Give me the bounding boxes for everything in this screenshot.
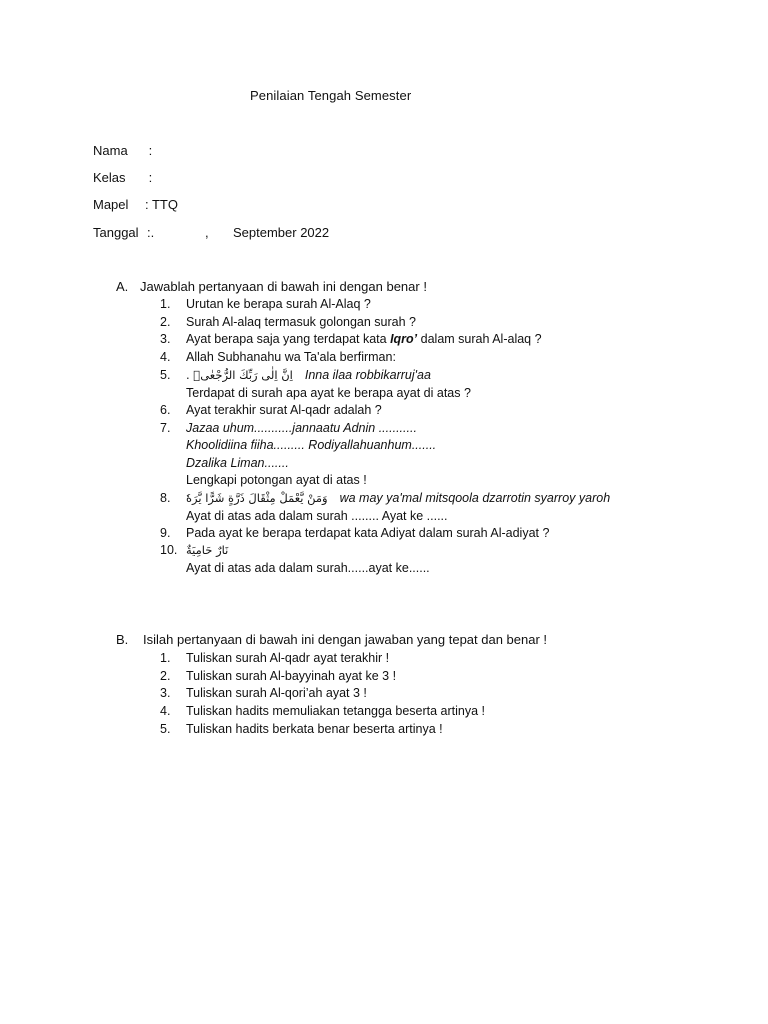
tanggal-label: Tanggal: [93, 225, 139, 240]
arabic-verse: نَارٌ حَامِيَةٌ: [186, 543, 229, 557]
question-number: 10.: [160, 543, 178, 557]
arabic-verse: وَمَنْ يَّعْمَلْ مِثْقَالَ ذَرَّةٍ شَرًّا يَّرَهٗ: [186, 491, 328, 505]
question-text: [186, 367, 431, 384]
section-b-letter: B.: [116, 632, 129, 647]
question-number: 8.: [160, 491, 171, 505]
question-text: Jazaa uhum...........jannaatu Adnin ...........: [186, 421, 417, 435]
question-number: 7.: [160, 421, 171, 435]
section-a-text: Jawablah pertanyaan di bawah ini dengan benar !: [140, 279, 427, 294]
question-text: [186, 490, 610, 507]
question-text: Surah Al-alaq termasuk golongan surah ?: [186, 315, 417, 329]
question-number: 6.: [160, 403, 171, 417]
question-a7-line4: Lengkapi potongan ayat di atas !: [186, 473, 367, 487]
section-a-letter: A.: [116, 279, 129, 294]
question-number: 4.: [160, 704, 171, 718]
tanggal-comma: ,: [205, 225, 209, 240]
question-text: Pada ayat ke berapa terdapat kata Adiyat dalam surah Al-adiyat ?: [186, 526, 550, 540]
question-number: 5.: [160, 722, 171, 736]
info-tanggal-row: [93, 225, 393, 241]
nama-label: Nama: [93, 143, 128, 158]
question-text: Tuliskan surah Al-qadr ayat terakhir !: [186, 651, 390, 665]
section-a-heading: [116, 279, 556, 295]
question-a8-continuation: Ayat di atas ada dalam surah ........ Ayat ke ......: [186, 509, 448, 523]
tanggal-colon: :.: [147, 225, 155, 240]
question-a10-continuation: Ayat di atas ada dalam surah......ayat ke......: [186, 561, 430, 575]
question-text: [186, 542, 228, 559]
question-text: Allah Subhanahu wa Ta'ala berfirman:: [186, 350, 396, 364]
question-text-pre: Ayat berapa saja yang terdapat kata: [186, 332, 391, 346]
nama-colon: :: [148, 143, 153, 158]
tanggal-month: September 2022: [233, 225, 330, 240]
question-number: 2.: [160, 315, 171, 329]
question-text: Tuliskan hadits memuliakan tetangga beserta artinya !: [186, 704, 486, 718]
question-a5-continuation: Terdapat di surah apa ayat ke berapa ayat di atas ?: [186, 386, 471, 400]
question-text: Ayat terakhir surat Al-qadr adalah ?: [186, 403, 382, 417]
page-title: Penilaian Tengah Semester: [250, 88, 412, 103]
arabic-verse: اِنَّ اِلٰى رَبِّكَ الرُّجْعٰىۗ .: [186, 368, 293, 382]
question-number: 3.: [160, 686, 171, 700]
kelas-label: Kelas: [93, 170, 126, 185]
section-b-text: Isilah pertanyaan di bawah ini dengan jawaban yang tepat dan benar !: [143, 632, 548, 647]
question-text: Tuliskan surah Al-qori’ah ayat 3 !: [186, 686, 367, 700]
mapel-label: Mapel: [93, 197, 129, 212]
question-number: 1.: [160, 297, 171, 311]
question-text: Tuliskan surah Al-bayyinah ayat ke 3 !: [186, 669, 397, 683]
question-number: 1.: [160, 651, 171, 665]
question-number: 4.: [160, 350, 171, 364]
transliteration: Inna ilaa robbikarruj'aa: [304, 368, 431, 382]
mapel-value: : TTQ: [145, 197, 178, 212]
question-a7-line2: Khoolidiina fiiha......... Rodiyallahuanhum.......: [186, 438, 437, 452]
question-number: 3.: [160, 332, 171, 346]
question-number: 5.: [160, 368, 171, 382]
info-nama-row: [93, 143, 152, 159]
section-b-heading: [116, 632, 586, 648]
kelas-colon: :: [148, 170, 153, 185]
transliteration: wa may ya'mal mitsqoola dzarrotin syarroy yaroh: [339, 491, 611, 505]
question-text-emphasis: Iqro’: [390, 332, 418, 346]
question-text: [186, 331, 542, 348]
info-kelas-row: [93, 170, 152, 186]
question-number: 2.: [160, 669, 171, 683]
question-number: 9.: [160, 526, 171, 540]
question-text: Urutan ke berapa surah Al-Alaq ?: [186, 297, 371, 311]
question-a7-line3: Dzalika Liman.......: [186, 456, 289, 470]
info-mapel-row: [93, 197, 178, 213]
question-text-post: dalam surah Al-alaq ?: [417, 332, 542, 346]
question-text: Tuliskan hadits berkata benar beserta artinya !: [186, 722, 443, 736]
